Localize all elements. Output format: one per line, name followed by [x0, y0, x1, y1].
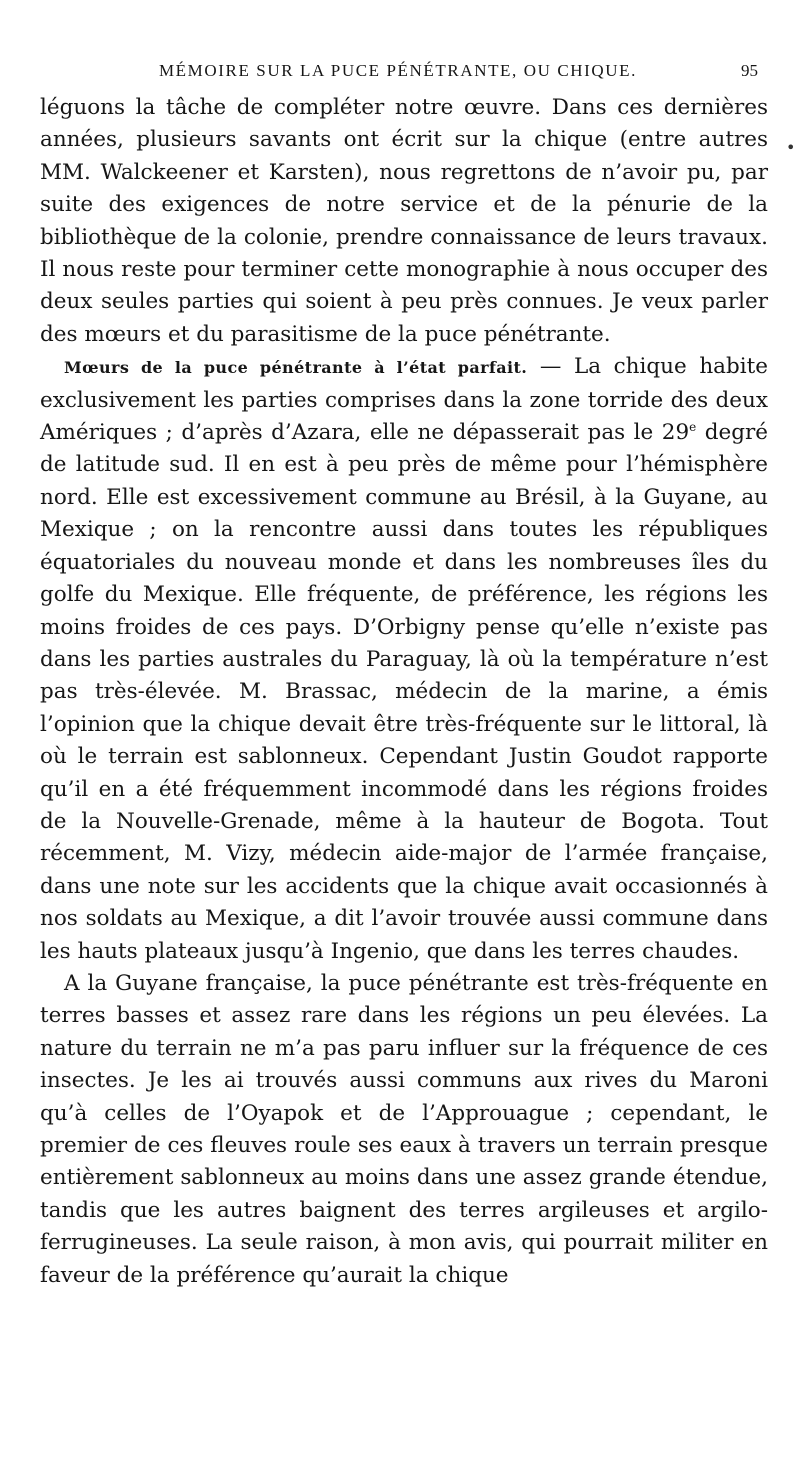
- margin-mark: •: [786, 138, 796, 157]
- paragraph-guyane: A la Guyane française, la puce pénétrante est très-fréquente en terres basses et assez rare dans les régions un peu élevées. La nature du terrain ne m’a pas paru influer sur la fréquence de ces insectes. Je les ai trouvés aussi communs aux rives du Maroni qu’à celles de l’Oyapok et de l’Approuague ; cependant, le premier de ces fleuves roule ses eaux à travers un terrain presque entièrement sablonneux au moins dans une assez grande étendue, tandis que les autres baignent des terres argileuses et argilo-ferrugineuses. La seule raison, à mon avis, qui pourrait militer en faveur de la préférence qu’aurait la chique: [40, 970, 768, 1288]
- running-title: MÉMOIRE SUR LA PUCE PÉNÉTRANTE, OU CHIQUE.: [158, 61, 638, 80]
- paragraph-text: degré de latitude sud. Il en est à peu près de même pour l’hémisphère nord. Elle est excessivement commune au Brésil, à la Guyane, au Mexique ; on la rencontre aussi dans toutes les républiques équatoriales du nouveau monde et dans les nombreuses îles du golfe du Mexique. Elle fréquente, de préférence, les régions les moins froides de ces pays. D’Orbigny pense qu’elle n’existe pas dans les parties australes du Paraguay, là où la température n’est pas très-élevée. M. Brassac, médecin de la marine, a émis l’opinion que la chique devait être très-fréquente sur le littoral, là où le terrain est sablonneux. Cependant Justin Goudot rapporte qu’il en a été fréquemment incommodé dans les régions froides de la Nouvelle-Grenade, même à la hauteur de Bogota. Tout récemment, M. Vizy, médecin aide-major de l’armée française, dans une note sur les accidents que la chique avait occasionnés à nos soldats au Mexique, a dit l’avoir trouvée aussi commune dans les hauts plateaux jusqu’à Ingenio, que dans les terres chaudes.: [40, 420, 769, 964]
- ordinal-superscript: e: [689, 419, 697, 434]
- paragraph-moeurs: [40, 351, 768, 968]
- page-number: 95: [741, 61, 758, 80]
- section-heading: Mœurs de la puce pénétrante à l’état parfait.: [64, 358, 528, 378]
- body-text: [40, 92, 768, 1292]
- paragraph-intro: léguons la tâche de compléter notre œuvre. Dans ces dernières années, plusieurs savants ont écrit sur la chique (entre autres MM. Walckeener et Karsten), nous regrettons de n’avoir pu, par suite des exigences de notre service et de la pénurie de la bibliothèque de la colonie, prendre connaissance de leurs travaux. Il nous reste pour terminer cette monographie à nous occuper des deux seules parties qui soient à peu près connues. Je veux parler des mœurs et du parasitisme de la puce pénétrante.: [40, 95, 768, 347]
- paragraph-text: — La chique habite exclusivement les parties comprises dans la zone torride des deux Amériques ; d’après d’Azara, elle ne dépasserait pas le 29: [40, 354, 768, 446]
